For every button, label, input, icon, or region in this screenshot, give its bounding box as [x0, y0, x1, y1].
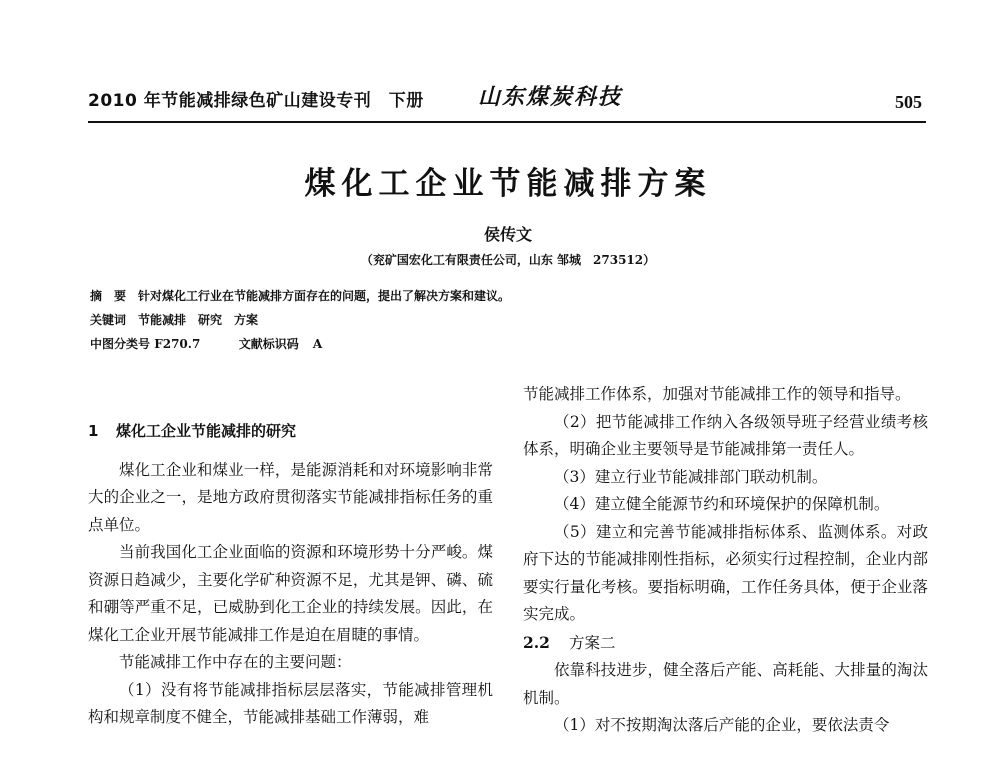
body-paragraph: 当前我国化工企业面临的资源和环境形势十分严峻。煤资源日趋减少，主要化学矿种资源不足，尤其是钾、磷、硫和硼等严重不足，已威胁到化工企业的持续发展。因此，在煤化工企业开展节能减排工作是迫在眉睫的事情。 [88, 543, 493, 644]
section-number: 1 [88, 422, 99, 440]
clc-label: 中图分类号 [90, 337, 151, 351]
section-heading [88, 418, 493, 446]
abstract-line [90, 284, 910, 308]
doc-code-value: A [312, 337, 323, 351]
list-item: （3）建立行业节能减排部门联动机制。 [554, 467, 828, 486]
section-title: 煤化工企业节能减排的研究 [116, 422, 297, 440]
body-paragraph: 依靠科技进步，健全落后产能、高耗能、大排量的淘汰机制。 [523, 661, 928, 707]
classification-line [90, 332, 910, 356]
subsection-heading [523, 629, 928, 658]
keywords-text: 节能减排 研究 方案 [138, 313, 259, 327]
keywords-label: 关键词 [90, 313, 127, 327]
list-item: （5）建立和完善节能减排指标体系、监测体系。对政府下达的节能减排刚性指标，必须实行过程控制，企业内部要实行量化考核。要指标明确，工作任务具体，便于企业落实完成。 [523, 522, 928, 623]
subsection-title: 方案二 [569, 633, 616, 652]
list-item: （2）把节能减排工作纳入各级领导班子经营业绩考核体系，明确企业主要领导是节能减排第一责任人。 [523, 412, 928, 458]
page-number: 505 [895, 92, 922, 112]
journal-logo: 山东煤炭科技 [478, 84, 623, 110]
body-paragraph: 节能减排工作体系，加强对节能减排工作的领导和指导。 [523, 385, 911, 403]
subsection-number: 2.2 [523, 632, 550, 652]
body-paragraph: （1）没有将节能减排指标层层落实，节能减排管理机构和规章制度不健全，节能减排基础工作薄弱，难 [88, 680, 493, 726]
author-name: 侯传文 [483, 225, 532, 244]
running-header [88, 80, 926, 120]
abstract-text: 针对煤化工行业在节能减排方面存在的问题，提出了解决方案和建议。 [138, 289, 511, 303]
body-paragraph: 节能减排工作中存在的主要问题： [119, 653, 352, 671]
clc-value: F270.7 [154, 337, 201, 351]
list-item: （1）对不按期淘汰落后产能的企业，要依法责令 [554, 716, 890, 734]
right-column [523, 381, 928, 740]
list-item: （4）建立健全能源节约和环境保护的保障机制。 [554, 495, 890, 513]
metadata-block [90, 284, 910, 356]
body-paragraph: 煤化工企业和煤业一样，是能源消耗和对环境影响非常大的企业之一，是地方政府贯彻落实节能减排指标任务的重点单位。 [88, 460, 493, 534]
paper-title: 煤化工企业节能减排方案 [304, 166, 712, 202]
header-rule [88, 121, 926, 123]
running-title: 2010 年节能减排绿色矿山建设专刊 下册 [88, 91, 424, 111]
abstract-label: 摘 要 [90, 289, 127, 303]
doc-code-label: 文献标识码 [238, 337, 299, 351]
left-column [88, 418, 493, 732]
author-affiliation: （兖矿国宏化工有限责任公司，山东 邹城 273512） [360, 253, 656, 267]
keywords-line [90, 308, 910, 332]
